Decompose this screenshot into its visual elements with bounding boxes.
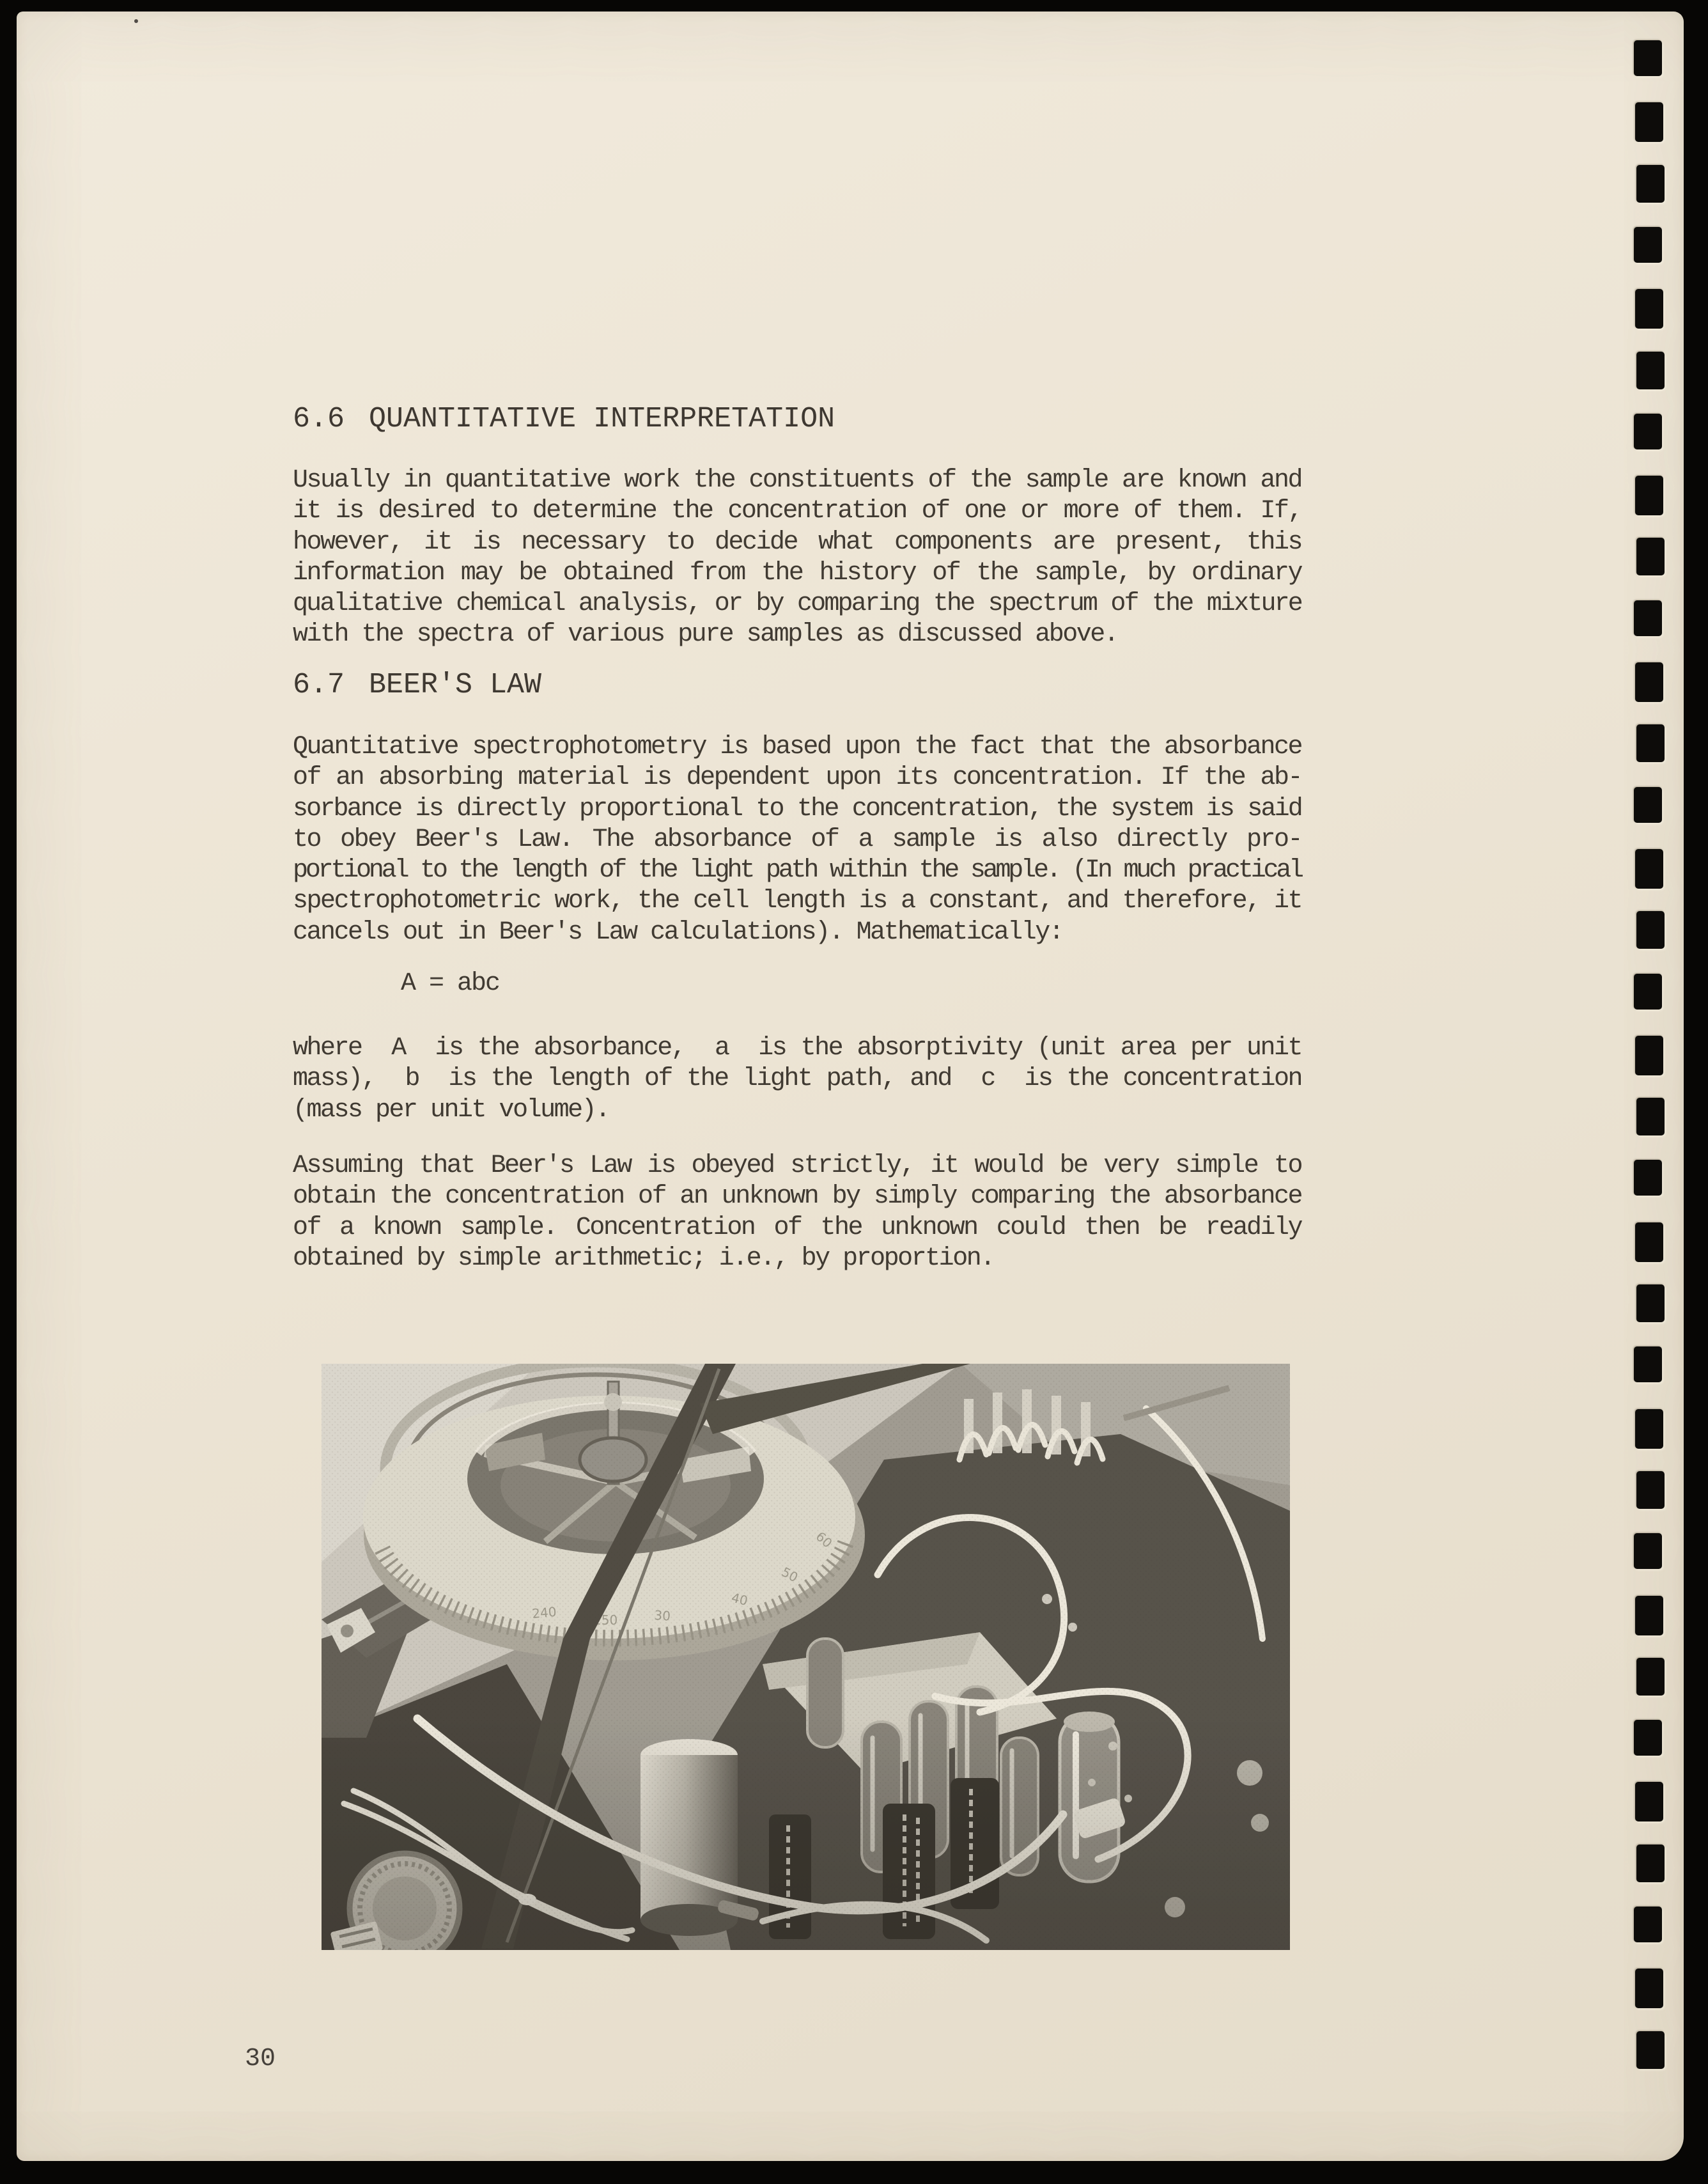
paragraph-beers-law-intro xyxy=(293,732,1301,948)
paragraph-quantitative-interpretation xyxy=(293,465,1301,651)
text-line: obtain the concentration of an unknown by simply comparing the absorbance xyxy=(293,1182,1301,1212)
text-line: with the spectra of various pure samples as discussed above. xyxy=(293,620,1118,650)
text-line: of an absorbing material is dependent upon its concentration. If the ab- xyxy=(293,763,1301,793)
section-6-7-heading xyxy=(293,669,541,702)
binding-hole xyxy=(1634,1907,1662,1942)
page-paper xyxy=(17,12,1684,2161)
paragraph-equation-terms xyxy=(293,1033,1301,1126)
text-line: cancels out in Beer's Law calculations). Mathematically: xyxy=(293,917,1063,947)
binding-hole xyxy=(1635,476,1663,515)
binding-hole xyxy=(1636,1098,1665,1135)
section-number: 6.6 xyxy=(293,403,345,435)
binding-hole xyxy=(1635,289,1663,329)
text-line: of a known sample. Concentration of the unknown could then be readily xyxy=(293,1213,1301,1242)
text-line: Assuming that Beer's Law is obeyed strictly, it would be very simple to xyxy=(293,1151,1301,1180)
binding-hole xyxy=(1635,662,1663,702)
text-line: however, it is necessary to decide what components are present, this xyxy=(293,527,1301,557)
binding-hole xyxy=(1634,1533,1662,1569)
section-title: BEER'S LAW xyxy=(369,669,542,701)
text-line: information may be obtained from the history of the sample, by ordinary xyxy=(293,558,1301,588)
binding-hole xyxy=(1634,974,1662,1010)
binding-hole xyxy=(1636,911,1665,949)
binding-hole xyxy=(1636,1284,1665,1322)
binding-hole xyxy=(1634,1346,1662,1382)
spectrophotometer-interior-photo xyxy=(322,1364,1290,1950)
binding-hole xyxy=(1636,1658,1665,1696)
section-title: QUANTITATIVE INTERPRETATION xyxy=(369,403,835,435)
binding-hole xyxy=(1634,600,1662,636)
text-line: obtained by simple arithmetic; i.e., by proportion. xyxy=(293,1244,994,1273)
binding-hole xyxy=(1635,1409,1663,1449)
binding-hole xyxy=(1636,2031,1665,2069)
binding-hole xyxy=(1635,1596,1663,1635)
binding-hole xyxy=(1635,849,1663,889)
text-line: qualitative chemical analysis, or by comparing the spectrum of the mixture xyxy=(293,589,1301,619)
binding-hole xyxy=(1636,352,1665,389)
binding-hole xyxy=(1634,227,1662,263)
binding-hole xyxy=(1636,1471,1665,1509)
text-line: it is desired to determine the concentration of one or more of them. If, xyxy=(293,497,1301,526)
binding-hole xyxy=(1636,165,1665,203)
binding-hole xyxy=(1636,1845,1665,1882)
text-line: Quantitative spectrophotometry is based upon the fact that the absorbance xyxy=(293,733,1301,761)
section-6-6-heading xyxy=(293,403,835,436)
text-line: mass), b is the length of the light path, and c is the concentration xyxy=(293,1065,1301,1094)
warm-tone-overlay xyxy=(322,1364,1290,1950)
text-line: portional to the length of the light path within the sample. (In much practical xyxy=(293,856,1301,885)
binding-hole xyxy=(1634,1720,1662,1756)
section-number: 6.7 xyxy=(293,669,345,701)
binding-hole xyxy=(1634,787,1662,823)
text-line: (mass per unit volume). xyxy=(293,1095,609,1125)
text-line: spectrophotometric work, the cell length is a constant, and therefore, it xyxy=(293,887,1301,916)
page-number: 30 xyxy=(245,2045,276,2073)
binding-hole xyxy=(1636,724,1665,762)
text-line: Usually in quantitative work the constituents of the sample are known and xyxy=(293,466,1301,495)
binding-hole xyxy=(1634,40,1662,76)
text-line: sorbance is directly proportional to the concentration, the system is said xyxy=(293,794,1301,823)
paragraph-assuming-beers-law xyxy=(293,1151,1301,1274)
binding-hole xyxy=(1635,1222,1663,1262)
text-line: to obey Beer's Law. The absorbance of a sample is also directly pro- xyxy=(293,825,1301,854)
binding-hole xyxy=(1635,1782,1663,1821)
beers-law-equation: A = abc xyxy=(401,969,500,998)
scan-speck xyxy=(134,19,138,23)
binding-hole xyxy=(1635,102,1663,142)
binding-hole xyxy=(1635,1036,1663,1075)
binding-hole xyxy=(1636,538,1665,575)
equipment-photograph xyxy=(322,1364,1290,1950)
binding-hole xyxy=(1634,414,1662,449)
binding-hole xyxy=(1634,1160,1662,1196)
binding-hole xyxy=(1635,1969,1663,2008)
text-line: where A is the absorbance, a is the absorptivity (unit area per unit xyxy=(293,1034,1301,1063)
